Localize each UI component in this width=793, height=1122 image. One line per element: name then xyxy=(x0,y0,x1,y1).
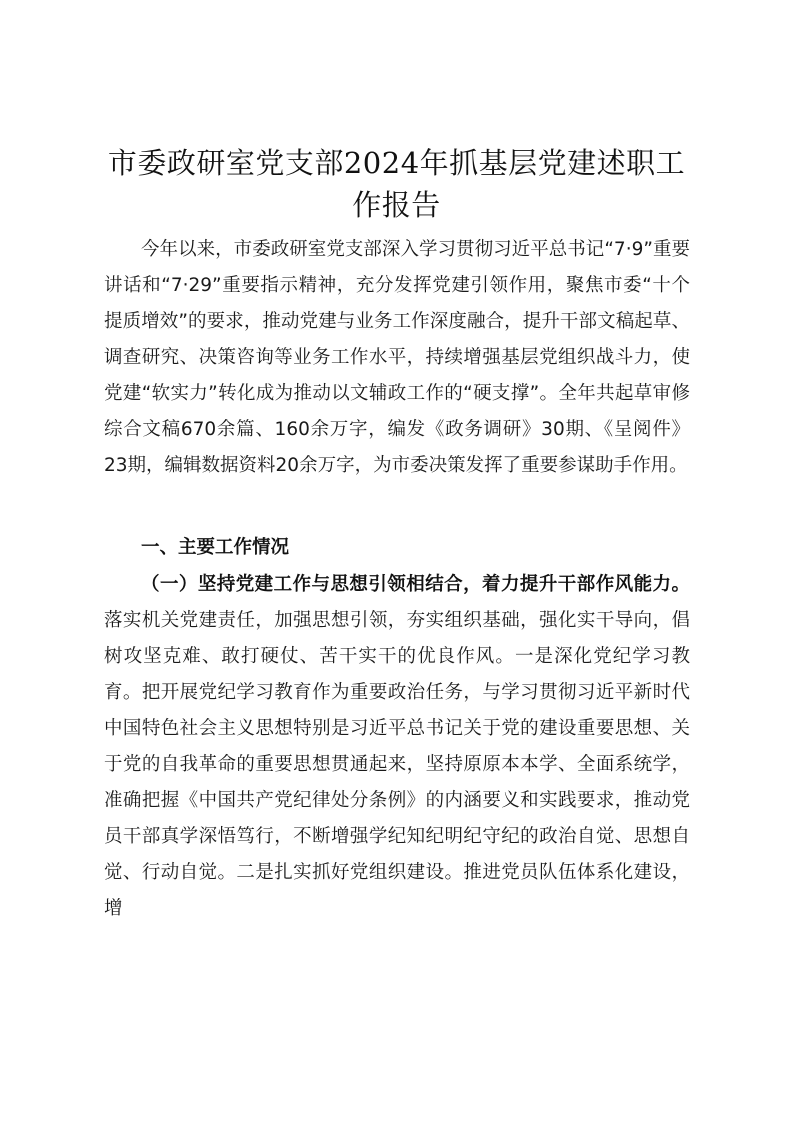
subsection-1-paragraph xyxy=(104,567,690,927)
intro-paragraph: 今年以来，市委政研室党支部深入学习贯彻习近平总书记“7·9”重要讲话和“7·29”重要指示精神，充分发挥党建引领作用，聚焦市委“十个提质增效”的要求，推动党建与业务工作深度融合，提升干部文稿起草、调查研究、决策咨询等业务工作水平，持续增强基层党组织战斗力，使党建“软实力”转化成为推动以文辅政工作的“硬支撑”。全年共起草审修综合文稿670余篇、160余万字，编发《政务调研》30期、《呈阅件》23期，编辑数据资料20余万字，为市委决策发挥了重要参谋助手作用。 xyxy=(104,239,690,476)
document-title-line-2: 作报告 xyxy=(352,188,441,222)
subsection-1-lead: （一）坚持党建工作与思想引领相结合，着力提升干部作风能力。 xyxy=(141,574,690,595)
section-1-heading: 一、主要工作情况 xyxy=(141,537,290,558)
subsection-1-text: 落实机关党建责任，加强思想引领，夯实组织基础，强化实干导向，倡树攻坚克难、敢打硬仗、苦干实干的优良作风。一是深化党纪学习教育。把开展党纪学习教育作为重要政治任务，与学习贯彻习近平新时代中国特色社会主义思想特别是习近平总书记关于党的建设重要思想、关于党的自我革命的重要思想贯通起来，坚持原原本本学、全面系统学，准确把握《中国共产党纪律处分条例》的内涵要义和实践要求，推动党员干部真学深悟笃行，不断增强学纪知纪明纪守纪的政治自觉、思想自觉、行动自觉。二是扎实抓好党组织建设。推进党员队伍体系化建设，增 xyxy=(104,610,690,919)
document-title-line-1: 市委政研室党支部2024年抓基层党建述职工 xyxy=(107,146,686,180)
